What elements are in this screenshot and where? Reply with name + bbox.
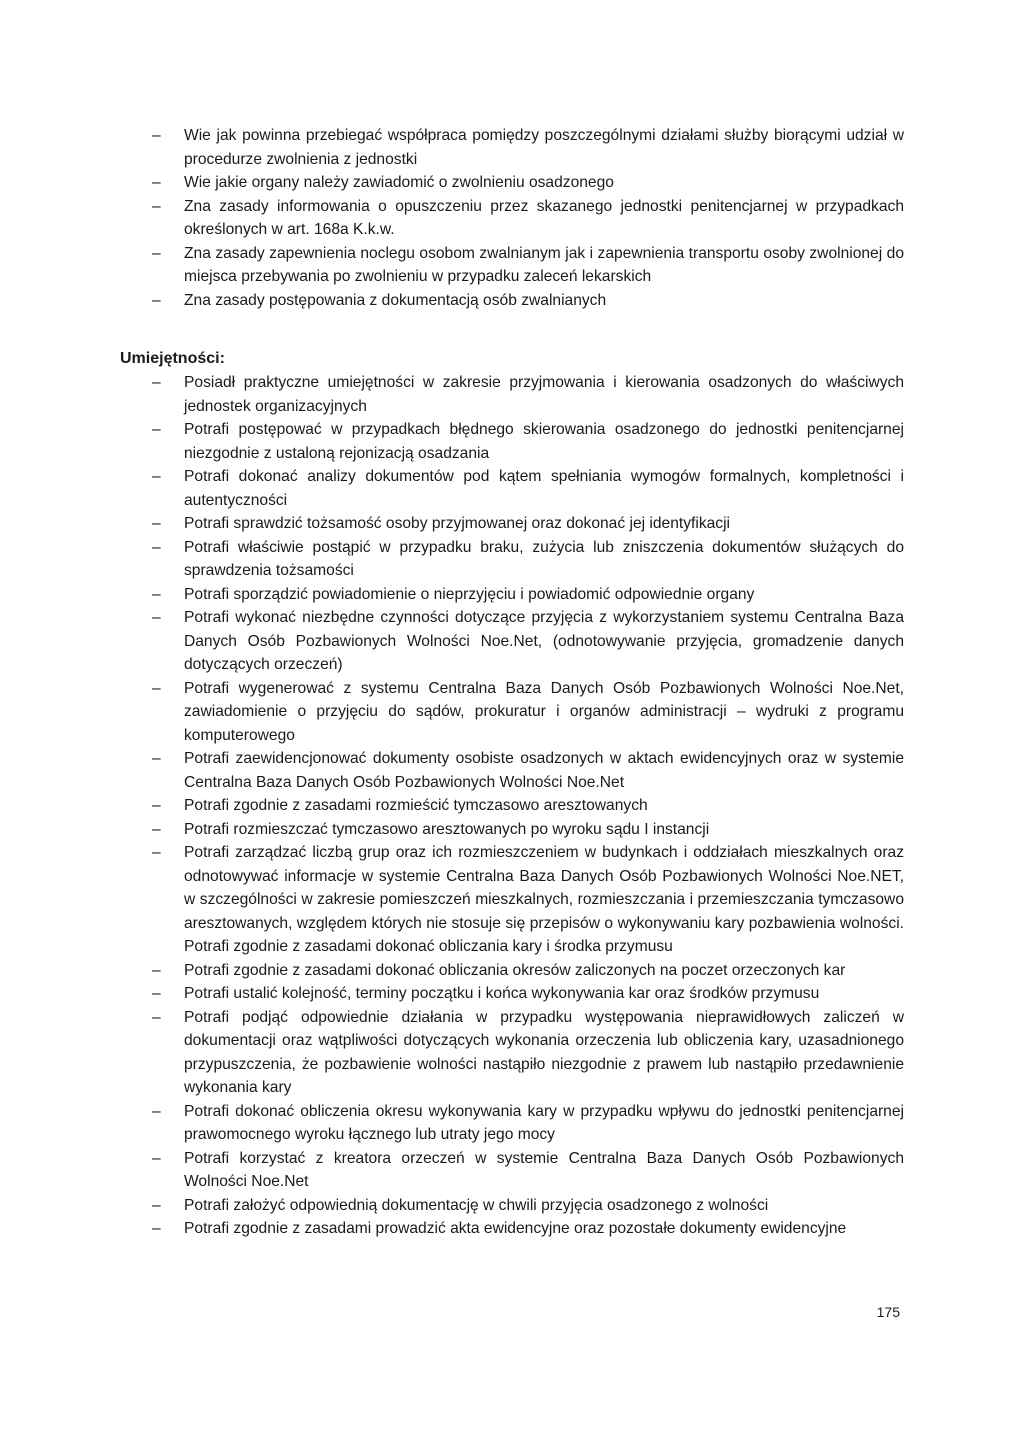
list-item-text: Zna zasady zapewnienia noclegu osobom zwalnianym jak i zapewnienia transportu osoby zwolnionej do miejsca przebywania po zwolnieniu w przypadku zaleceń lekarskich (184, 244, 904, 285)
dash-bullet-icon: – (152, 1196, 161, 1214)
list-item (152, 959, 904, 983)
list-item (152, 1006, 904, 1100)
list-item (152, 841, 904, 959)
dash-bullet-icon: – (152, 961, 161, 979)
list-item-text: Potrafi zgodnie z zasadami rozmieścić tymczasowo aresztowanych (184, 797, 648, 814)
dash-bullet-icon: – (152, 585, 161, 603)
list-item-text: Potrafi zgodnie z zasadami dokonać obliczania okresów zaliczonych na poczet orzeczonych kar (184, 961, 846, 979)
dash-bullet-icon: – (152, 1102, 161, 1120)
dash-bullet-icon: – (152, 750, 161, 767)
list-item-text: Potrafi korzystać z kreatora orzeczeń w systemie Centralna Baza Danych Osób Pozbawionych Wolności Noe.Net (184, 1149, 904, 1190)
dash-bullet-icon: – (152, 127, 161, 144)
dash-bullet-icon: – (152, 421, 161, 438)
dash-bullet-icon: – (152, 1220, 161, 1237)
dash-bullet-icon: – (152, 515, 161, 532)
list-item (152, 982, 904, 1006)
list-item (152, 512, 904, 536)
list-item-text: Zna zasady postępowania z dokumentacją osób zwalnianych (184, 291, 607, 309)
list-item-text: Wie jakie organy należy zawiadomić o zwolnieniu osadzonego (184, 174, 614, 191)
dash-bullet-icon: – (152, 244, 161, 262)
list-item (152, 606, 904, 677)
list-item-text: Potrafi zarządzać liczbą grup oraz ich rozmieszczeniem w budynkach i oddziałach mieszkalnych oraz odnotowywać informacje w systemie Centralna Baza Danych Osób Pozbawionych Wolności Noe.NET, w szczególności w zakresie pomieszczeń mieszkalnych, rozmieszczania i przemieszczania tymczasowo aresztowanych, względem których nie stosuje się przepisów o wykonywaniu kary pozbawienia wolności. Potrafi zgodnie z zasadami dokonać obliczania kary i środka przymusu (184, 844, 904, 955)
list-item-text: Potrafi dokonać analizy dokumentów pod kątem spełniania wymogów formalnych, kompletności i autentyczności (184, 468, 904, 509)
list-item-text: Potrafi założyć odpowiednią dokumentację w chwili przyjęcia osadzonego z wolności (184, 1196, 769, 1214)
list-item (152, 818, 904, 842)
dash-bullet-icon: – (152, 1149, 161, 1167)
dash-bullet-icon: – (152, 538, 161, 556)
list-item-text: Potrafi podjąć odpowiednie działania w przypadku występowania nieprawidłowych zaliczeń w dokumentacji oraz wątpliwości dotyczących wykonania orzeczenia lub obliczenia kary, uzasadnionego przypuszczenia, że pozbawienie wolności nastąpiło niezgodnie z prawem lub nastąpiło przedawnienie wykonania kary (184, 1008, 904, 1096)
knowledge-list (152, 124, 904, 312)
list-item-text: Potrafi postępować w przypadkach błędnego skierowania osadzonego do jednostki penitencjarnej niezgodnie z ustaloną rejonizacją osadzania (184, 421, 904, 462)
list-item-text: Potrafi rozmieszczać tymczasowo aresztowanych po wyroku sądu I instancji (184, 820, 710, 838)
list-item-text: Potrafi ustalić kolejność, terminy początku i końca wykonywania kar oraz środków przymusu (184, 985, 820, 1002)
list-item (152, 289, 904, 313)
dash-bullet-icon: – (152, 1008, 161, 1026)
list-item (152, 1147, 904, 1194)
dash-bullet-icon: – (152, 291, 161, 309)
list-item (152, 242, 904, 289)
list-item-text: Zna zasady informowania o opuszczeniu przez skazanego jednostki penitencjarnej w przypadkach określonych w art. 168a K.k.w. (184, 197, 904, 238)
skills-list (152, 371, 904, 1241)
list-item-text: Potrafi wygenerować z systemu Centralna Baza Danych Osób Pozbawionych Wolności Noe.Net, zawiadomienie o przyjęciu do sądów, prokuratur i organów administracji – wydruki z programu komputerowego (184, 679, 904, 744)
dash-bullet-icon: – (152, 197, 161, 215)
list-item-text: Potrafi sprawdzić tożsamość osoby przyjmowanej oraz dokonać jej identyfikacji (184, 515, 731, 532)
list-item (152, 583, 904, 607)
list-item-text: Potrafi wykonać niezbędne czynności dotyczące przyjęcia z wykorzystaniem systemu Centralna Baza Danych Osób Pozbawionych Wolności Noe.Net, (odnotowywanie przyjęcia, gromadzenie danych dotyczących orzeczeń) (184, 609, 904, 673)
list-item (152, 1100, 904, 1147)
list-item-text: Potrafi sporządzić powiadomienie o nieprzyjęciu i powiadomić odpowiednie organy (184, 585, 755, 603)
dash-bullet-icon: – (152, 174, 161, 191)
dash-bullet-icon: – (152, 468, 161, 485)
list-item (152, 171, 904, 195)
dash-bullet-icon: – (152, 797, 161, 814)
page-number: 175 (876, 1304, 900, 1320)
list-item (152, 418, 904, 465)
list-item-text: Posiadł praktyczne umiejętności w zakresie przyjmowania i kierowania osadzonych do właściwych jednostek organizacyjnych (184, 374, 904, 415)
list-item (152, 465, 904, 512)
dash-bullet-icon: – (152, 820, 161, 838)
list-item-text: Wie jak powinna przebiegać współpraca pomiędzy poszczególnymi działami służby biorącymi udział w procedurze zwolnienia z jednostki (184, 127, 904, 168)
dash-bullet-icon: – (152, 609, 161, 626)
list-item (152, 124, 904, 171)
list-item (152, 1194, 904, 1218)
list-item (152, 1217, 904, 1241)
dash-bullet-icon: – (152, 844, 161, 861)
list-item (152, 371, 904, 418)
list-item-text: Potrafi zaewidencjonować dokumenty osobiste osadzonych w aktach ewidencyjnych oraz w systemie Centralna Baza Danych Osób Pozbawionych Wolności Noe.Net (184, 750, 904, 791)
list-item-text: Potrafi dokonać obliczenia okresu wykonywania kary w przypadku wpływu do jednostki penitencjarnej prawomocnego wyroku łącznego lub utraty jego mocy (184, 1102, 904, 1143)
list-item-text: Potrafi zgodnie z zasadami prowadzić akta ewidencyjne oraz pozostałe dokumenty ewidencyjne (184, 1220, 847, 1237)
list-item (152, 747, 904, 794)
list-item-text: Potrafi właściwie postąpić w przypadku braku, zużycia lub zniszczenia dokumentów służących do sprawdzenia tożsamości (184, 538, 904, 579)
skills-heading: Umiejętności: (120, 350, 225, 367)
list-item (152, 536, 904, 583)
list-item (152, 794, 904, 818)
list-item (152, 195, 904, 242)
list-item (152, 677, 904, 748)
dash-bullet-icon: – (152, 679, 161, 697)
dash-bullet-icon: – (152, 374, 161, 391)
dash-bullet-icon: – (152, 985, 161, 1002)
